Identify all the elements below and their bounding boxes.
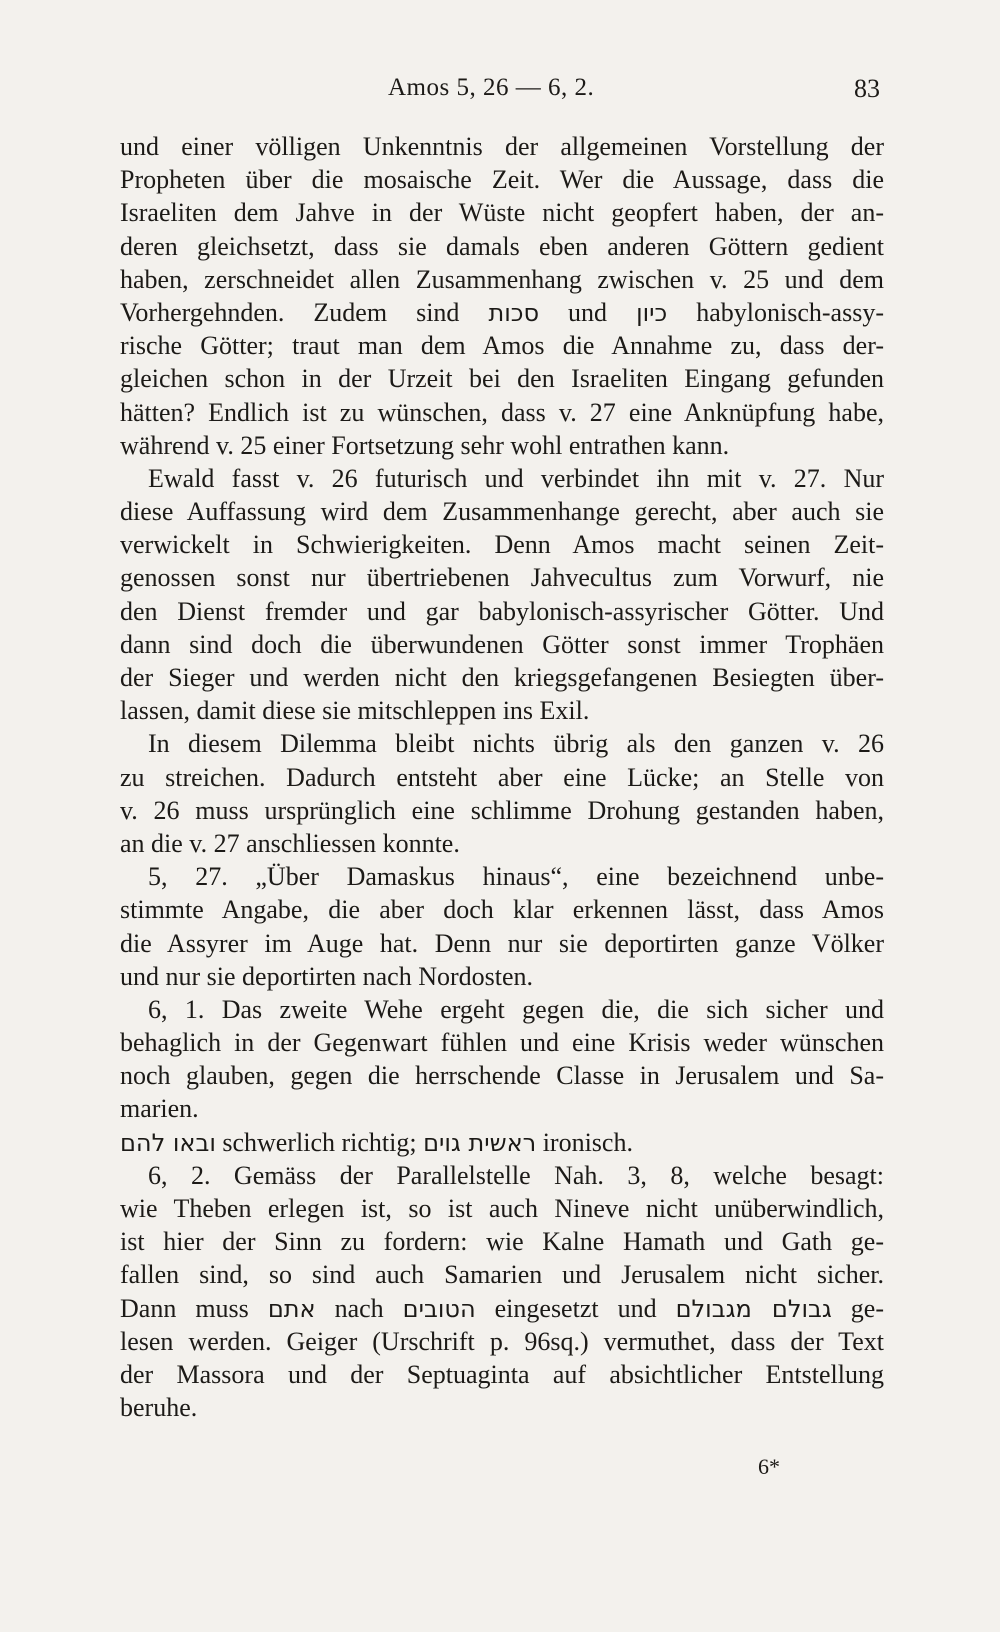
text-segment: 6, 1. Das zweite Wehe ergeht gegen die, die sich sicher und [148, 994, 884, 1024]
text-segment: während v. 25 einer Fortsetzung sehr wohl entrathen kann. [120, 430, 730, 460]
text-line [120, 196, 884, 229]
text-segment: genossen sonst nur übertriebenen Jahvecultus zum Vorwurf, nie [120, 563, 884, 593]
text-line [120, 1325, 884, 1358]
text-segment: noch glauben, gegen die herrschende Classe in Jerusalem und Sa- [120, 1061, 884, 1091]
text-segment: Propheten über die mosaische Zeit. Wer die Aussage, dass die [120, 165, 884, 195]
text-line [120, 694, 884, 727]
text-line [120, 794, 884, 827]
hebrew-word: כיון [636, 298, 668, 327]
text-line [120, 1092, 884, 1125]
text-segment: verwickelt in Schwierigkeiten. Denn Amos macht seinen Zeit- [120, 530, 884, 560]
text-segment: beruhe. [120, 1393, 198, 1423]
hebrew-word: ראשית גוים [423, 1128, 537, 1157]
text-segment: die Assyrer im Auge hat. Denn nur sie deportirten ganze Völker [120, 928, 884, 958]
text-segment: stimmte Angabe, die aber doch klar erkennen lässt, dass Amos [120, 895, 884, 925]
text-line [120, 1126, 884, 1159]
text-line [120, 362, 884, 395]
text-line [120, 628, 884, 661]
text-line [120, 230, 884, 263]
text-line [120, 893, 884, 926]
body-text [120, 130, 884, 1424]
text-segment: und nur sie deportirten nach Nordosten. [120, 961, 534, 991]
text-segment: lassen, damit diese sie mitschleppen ins Exil. [120, 696, 590, 726]
text-segment: ironisch. [536, 1127, 633, 1157]
page-header [388, 74, 880, 114]
text-segment: wie Theben erlegen ist, so ist auch Nineve nicht unüberwindlich, [120, 1194, 884, 1223]
text-line [120, 960, 884, 993]
text-line [120, 993, 884, 1026]
text-segment: marien. [120, 1094, 199, 1124]
signature-mark: 6* [758, 1454, 780, 1479]
text-segment: In diesem Dilemma bleibt nichts übrig als den ganzen v. 26 [148, 729, 884, 759]
text-segment: und [539, 297, 637, 327]
text-segment: ge- [831, 1293, 885, 1323]
text-line [120, 329, 884, 362]
text-segment: deren gleichsetzt, dass sie damals eben anderen Göttern gedient [120, 231, 884, 261]
text-segment: ist hier der Sinn zu fordern: wie Kalne Hamath und Gath ge- [120, 1227, 884, 1257]
text-line [120, 1258, 884, 1291]
text-line [120, 827, 884, 860]
text-line [120, 860, 884, 893]
text-line [120, 661, 884, 694]
text-segment: Ewald fasst v. 26 futurisch und verbindet ihn mit v. 27. Nur [148, 463, 884, 493]
hebrew-word: ובאו להם [120, 1128, 216, 1157]
text-segment: 6, 2. Gemäss der Parallelstelle Nah. 3, 8, welche besagt: [148, 1160, 884, 1190]
running-head: Amos 5, 26 — 6, 2. [388, 74, 595, 101]
hebrew-word: הטובים [402, 1294, 476, 1323]
text-line [120, 495, 884, 528]
text-segment: Israeliten dem Jahve in der Wüste nicht geopfert haben, der an- [120, 198, 884, 228]
text-segment: gleichen schon in der Urzeit bei den Israeliten Eingang gefunden [120, 364, 884, 394]
text-segment: nach [315, 1293, 403, 1323]
text-line [120, 927, 884, 960]
text-segment: und einer völligen Unkenntnis der allgemeinen Vorstellung der [120, 132, 884, 161]
text-line [120, 761, 884, 794]
page-number: 83 [854, 74, 880, 103]
text-line [120, 528, 884, 561]
text-segment: eingesetzt und [475, 1293, 676, 1323]
text-segment: lesen werden. Geiger (Urschrift p. 96sq.) vermuthet, dass der Text [120, 1326, 884, 1356]
text-line [120, 462, 884, 495]
text-line [120, 1225, 884, 1258]
text-segment: behaglich in der Gegenwart fühlen und eine Krisis weder wünschen [120, 1028, 884, 1058]
text-segment: 5, 27. „Über Damaskus hinaus“, eine bezeichnend unbe- [148, 862, 884, 892]
text-line [120, 130, 884, 163]
hebrew-word: אתם [267, 1294, 316, 1323]
text-line [120, 296, 884, 329]
text-segment: Dann muss [120, 1293, 268, 1323]
text-line [120, 1192, 884, 1225]
text-segment: Vorhergehnden. Zudem sind [120, 297, 489, 327]
text-line [120, 1026, 884, 1059]
text-segment: der Sieger und werden nicht den kriegsgefangenen Besiegten über- [120, 663, 884, 692]
text-line [120, 727, 884, 760]
text-segment: zu streichen. Dadurch entsteht aber eine Lücke; an Stelle von [120, 762, 884, 792]
text-line [120, 263, 884, 296]
text-line [120, 1059, 884, 1092]
text-segment: v. 26 muss ursprünglich eine schlimme Drohung gestanden haben, [120, 795, 884, 825]
text-line [120, 595, 884, 628]
text-segment: haben, zerschneidet allen Zusammenhang zwischen v. 25 und dem [120, 264, 884, 294]
text-segment: der Massora und der Septuaginta auf absichtlicher Entstellung [120, 1359, 884, 1389]
text-segment: fallen sind, so sind auch Samarien und Jerusalem nicht sicher. [120, 1260, 884, 1290]
text-line [120, 1159, 884, 1192]
hebrew-word: גבולם מגבולם [675, 1294, 832, 1323]
text-segment: den Dienst fremder und gar babylonisch-assyrischer Götter. Und [120, 596, 884, 626]
text-segment: hätten? Endlich ist zu wünschen, dass v. 27 eine Anknüpfung habe, [120, 397, 884, 427]
text-segment: dann sind doch die überwundenen Götter sonst immer Trophäen [120, 629, 884, 659]
text-line [120, 396, 884, 429]
text-line [120, 163, 884, 196]
text-line [120, 1391, 884, 1424]
text-line [120, 1358, 884, 1391]
text-segment: rische Götter; traut man dem Amos die Annahme zu, dass der- [120, 331, 884, 361]
text-line [120, 561, 884, 594]
text-segment: an die v. 27 anschliessen konnte. [120, 828, 460, 858]
text-segment: habylonisch-assy- [667, 297, 884, 327]
hebrew-word: סכות [488, 298, 540, 327]
text-segment: diese Auffassung wird dem Zusammenhange gerecht, aber auch sie [120, 497, 884, 527]
text-line [120, 429, 884, 462]
text-segment: schwerlich richtig; [215, 1127, 424, 1157]
text-line [120, 1292, 884, 1325]
